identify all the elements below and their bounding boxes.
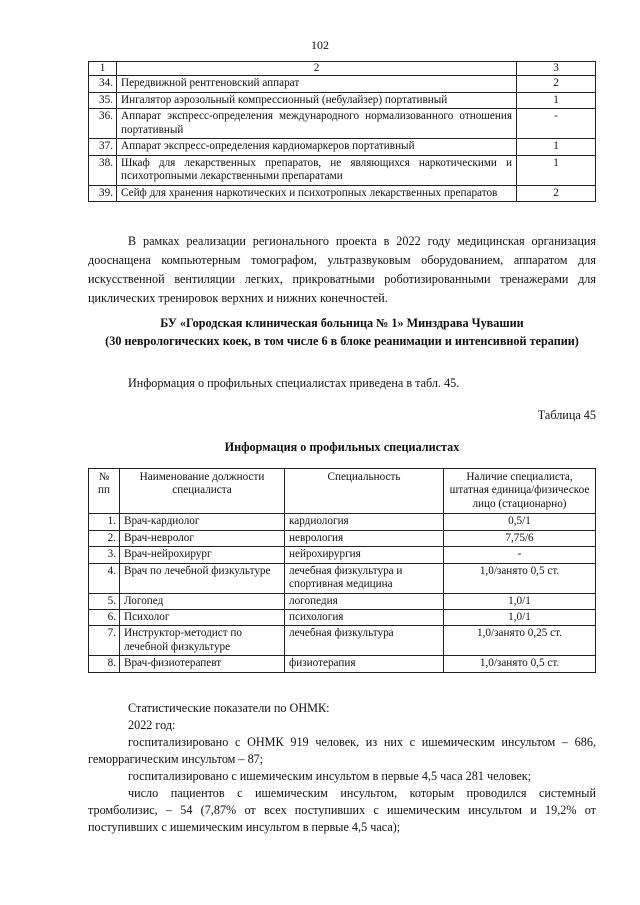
- specialist-row-position: Врач по лечебной физкультуре: [120, 563, 285, 593]
- specialist-row-position: Инструктор-методист по лечебной физкультуре: [120, 626, 285, 656]
- specialist-row-number: 1.: [89, 514, 120, 530]
- equipment-row-qty: 1: [517, 139, 596, 155]
- equipment-row-name: Аппарат экспресс-определения международного нормализованного отношения портативный: [117, 109, 517, 139]
- equipment-row-number: 34.: [89, 76, 117, 92]
- specialist-row-availability: 0,5/1: [444, 514, 596, 530]
- specialist-row-number: 3.: [89, 547, 120, 563]
- specialist-row: [89, 626, 596, 656]
- specialist-row-specialty: лечебная физкультура и спортивная медицина: [285, 563, 444, 593]
- equipment-row-qty: 1: [517, 155, 596, 185]
- equipment-row-number: 36.: [89, 109, 117, 139]
- equipment-row-name: Ингалятор аэрозольный компрессионный (небулайзер) портативный: [117, 92, 517, 108]
- specialist-row: [89, 656, 596, 672]
- specialist-row: [89, 609, 596, 625]
- specialists-table: [88, 468, 596, 673]
- specialist-row-number: 6.: [89, 609, 120, 625]
- stats-line-2: госпитализировано с ишемическим инсультом в первые 4,5 часа 281 человек;: [128, 769, 532, 783]
- table-title: Информация о профильных специалистах: [224, 440, 460, 454]
- equipment-row: [89, 155, 596, 185]
- equipment-row-number: 38.: [89, 155, 117, 185]
- specialist-row-position: Логопед: [120, 593, 285, 609]
- specialist-row-position: Врач-кардиолог: [120, 514, 285, 530]
- specialist-row-specialty: физиотерапия: [285, 656, 444, 672]
- specialist-row-availability: -: [444, 547, 596, 563]
- specialist-row: [89, 563, 596, 593]
- equipment-row: [89, 139, 596, 155]
- equipment-row: [89, 109, 596, 139]
- specialist-row-number: 5.: [89, 593, 120, 609]
- header-number: № пп: [89, 469, 120, 514]
- header-col-1: 1: [89, 62, 117, 76]
- specialist-row-number: 2.: [89, 530, 120, 546]
- specialists-table-header: [89, 469, 596, 514]
- specialist-row-availability: 1,0/занято 0,25 ст.: [444, 626, 596, 656]
- header-col-3: 3: [517, 62, 596, 76]
- specialist-row-availability: 7,75/6: [444, 530, 596, 546]
- stats-line-1: госпитализировано с ОНМК 919 человек, из них с ишемическим инсультом – 686, геморрагическим инсультом – 87;: [88, 735, 596, 766]
- specialist-row-position: Врач-физиотерапевт: [120, 656, 285, 672]
- specialist-row-availability: 1,0/занято 0,5 ст.: [444, 656, 596, 672]
- equipment-row: [89, 76, 596, 92]
- equipment-row: [89, 185, 596, 201]
- specialist-row: [89, 514, 596, 530]
- specialist-row-specialty: лечебная физкультура: [285, 626, 444, 656]
- specialist-row-specialty: психология: [285, 609, 444, 625]
- stats-block: [88, 700, 596, 836]
- specialist-row: [89, 593, 596, 609]
- specialist-row-specialty: нейрохирургия: [285, 547, 444, 563]
- header-position: Наименование должности специалиста: [120, 469, 285, 514]
- header-specialty: Специальность: [285, 469, 444, 514]
- equipment-row-name: Шкаф для лекарственных препаратов, не являющихся наркотическими и психотропными лекарственными препаратами: [117, 155, 517, 185]
- equipment-table-header: [89, 62, 596, 76]
- equipment-row-qty: 2: [517, 76, 596, 92]
- specialist-row-specialty: кардиология: [285, 514, 444, 530]
- page-number: 102: [311, 38, 329, 52]
- specialist-row-specialty: неврология: [285, 530, 444, 546]
- specialist-row-number: 8.: [89, 656, 120, 672]
- hospital-heading-line2: (30 неврологических коек, в том числе 6 в блоке реанимации и интенсивной терапии): [105, 334, 579, 348]
- project-paragraph: В рамках реализации регионального проекта в 2022 году медицинская организация дооснащена компьютерным томографом, ультразвуковым оборудованием, аппаратом для искусственной вентиляции легких, прикроватными роботизированными тренажерами для циклических тренировок верхних и нижних конечностей.: [88, 234, 596, 305]
- specialist-row-availability: 1,0/занято 0,5 ст.: [444, 563, 596, 593]
- specialist-row: [89, 530, 596, 546]
- specialist-row-specialty: логопедия: [285, 593, 444, 609]
- info-paragraph: Информация о профильных специалистах приведена в табл. 45.: [128, 376, 460, 390]
- equipment-row-number: 39.: [89, 185, 117, 201]
- equipment-row-name: Сейф для хранения наркотических и психотропных лекарственных препаратов: [117, 185, 517, 201]
- equipment-row-number: 37.: [89, 139, 117, 155]
- hospital-heading: [88, 314, 596, 350]
- stats-title: Статистические показатели по ОНМК:: [128, 701, 330, 715]
- equipment-row-qty: -: [517, 109, 596, 139]
- equipment-row-number: 35.: [89, 92, 117, 108]
- specialist-row-availability: 1,0/1: [444, 609, 596, 625]
- specialist-row-number: 4.: [89, 563, 120, 593]
- specialist-row-position: Врач-нейрохирург: [120, 547, 285, 563]
- equipment-row-qty: 2: [517, 185, 596, 201]
- equipment-table: [88, 61, 596, 202]
- specialist-row-availability: 1,0/1: [444, 593, 596, 609]
- specialist-row-number: 7.: [89, 626, 120, 656]
- specialist-row-position: Психолог: [120, 609, 285, 625]
- specialist-row-position: Врач-невролог: [120, 530, 285, 546]
- equipment-row-qty: 1: [517, 92, 596, 108]
- hospital-heading-line1: БУ «Городская клиническая больница № 1» Минздрава Чувашии: [160, 316, 524, 330]
- header-availability: Наличие специалиста, штатная единица/физическое лицо (стационарно): [444, 469, 596, 514]
- stats-year: 2022 год:: [128, 718, 176, 732]
- equipment-row-name: Передвижной рентгеновский аппарат: [117, 76, 517, 92]
- stats-line-3: число пациентов с ишемическим инсультом, которым проводился системный тромболизис, – 54 (7,87% от всех поступивших с ишемическим инсультом и 19,2% от поступивших с ишемическим инсультом в первые 4,5 часа);: [88, 786, 596, 834]
- header-col-2: 2: [117, 62, 517, 76]
- specialist-row: [89, 547, 596, 563]
- equipment-row-name: Аппарат экспресс-определения кардиомаркеров портативный: [117, 139, 517, 155]
- equipment-row: [89, 92, 596, 108]
- table-label: Таблица 45: [537, 408, 596, 422]
